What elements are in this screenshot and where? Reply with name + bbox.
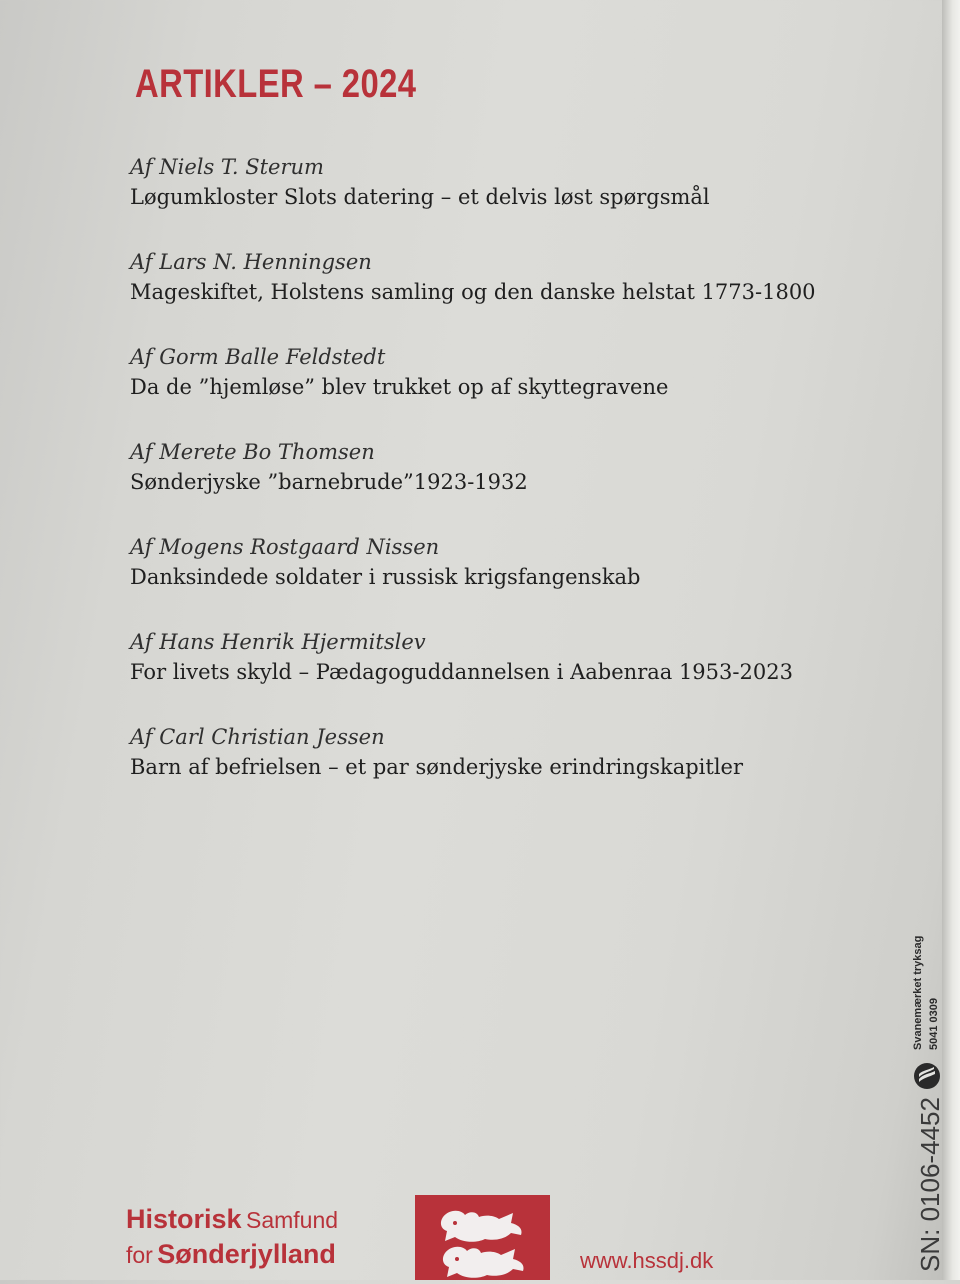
article-title: Løgumkloster Slots datering – et delvis løst spørgsmål (130, 185, 710, 209)
article-item (130, 152, 910, 247)
article-item (130, 342, 910, 437)
article-title: For livets skyld – Pædagoguddannelsen i Aabenraa 1953-2023 (130, 660, 793, 684)
article-title: Da de ”hjemløse” blev trukket op af skyttegravene (130, 375, 669, 399)
publisher-word-samfund: Samfund (246, 1207, 339, 1233)
lions-emblem-icon (415, 1195, 550, 1280)
publisher-logo-text (126, 1204, 338, 1274)
certification-label: Svanemærket tryksag (912, 935, 924, 1050)
publisher-word-sonderjylland: Sønderjylland (157, 1239, 336, 1269)
publisher-word-historisk: Historisk (126, 1204, 242, 1234)
article-author: Af Carl Christian Jessen (130, 725, 385, 749)
issn-number: SN: 0106-4452 (915, 1097, 945, 1272)
article-title: Mageskiftet, Holstens samling og den danske helstat 1773-1800 (130, 280, 816, 304)
page-edge (942, 0, 960, 1280)
publisher-website: www.hssdj.dk (580, 1248, 714, 1273)
article-author: Af Mogens Rostgaard Nissen (130, 535, 440, 559)
article-author: Af Merete Bo Thomsen (130, 440, 375, 464)
swan-label-icon (913, 1062, 941, 1090)
article-item (130, 532, 910, 627)
article-item (130, 247, 910, 342)
article-author: Af Hans Henrik Hjermitslev (130, 630, 426, 654)
page-title: ARTIKLER – 2024 (135, 62, 417, 106)
certification-number: 5041 0309 (928, 998, 940, 1050)
article-list (130, 152, 910, 817)
article-author: Af Niels T. Sterum (130, 155, 324, 179)
article-author: Af Gorm Balle Feldstedt (130, 345, 386, 369)
article-item (130, 437, 910, 532)
article-title: Danksindede soldater i russisk krigsfangenskab (130, 565, 641, 589)
article-title: Sønderjyske ”barnebrude”1923-1932 (130, 470, 528, 494)
article-item (130, 627, 910, 722)
article-item (130, 722, 910, 817)
publisher-word-for: for (126, 1242, 153, 1268)
article-title: Barn af befrielsen – et par sønderjyske erindringskapitler (130, 755, 744, 779)
lions-shield-icon (415, 1195, 550, 1280)
article-author: Af Lars N. Henningsen (130, 250, 372, 274)
